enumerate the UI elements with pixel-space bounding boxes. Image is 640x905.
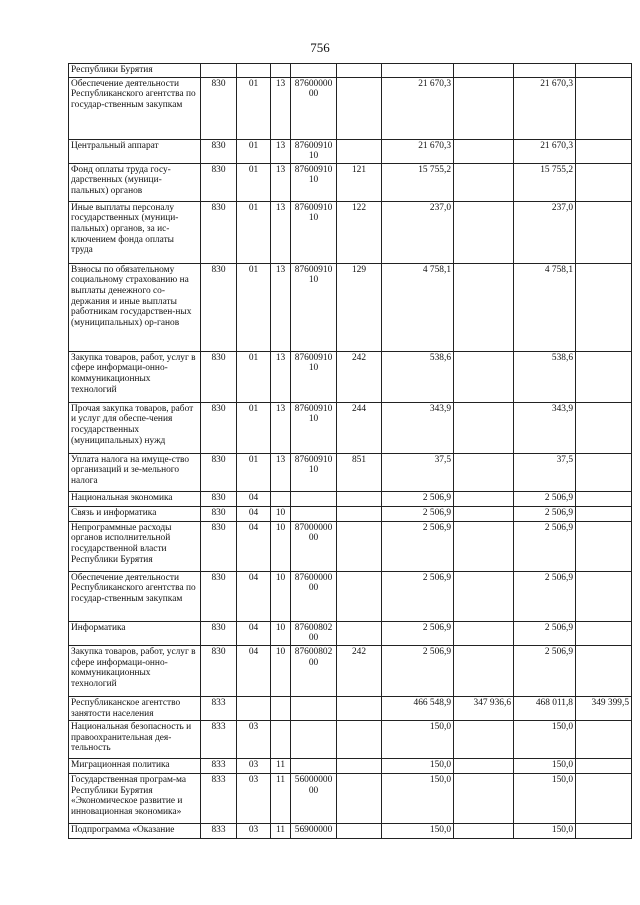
sum-year-1-subventions-cell [454, 721, 514, 759]
row-name-cell: Республиканское агентство занятости населения [69, 696, 201, 720]
subsection-code-cell: 13 [271, 402, 291, 453]
section-code-cell: 03 [237, 824, 271, 839]
subsection-code-cell: 13 [271, 263, 291, 351]
ved-code-cell: 833 [201, 774, 237, 824]
sum-year-1-cell: 150,0 [382, 774, 454, 824]
sum-year-2-subventions-cell [576, 351, 632, 402]
sum-year-2-cell: 2 506,9 [514, 506, 576, 521]
row-name-cell: Уплата налога на имуще-ство организаций и зе-мельного налога [69, 453, 201, 491]
section-code-cell: 04 [237, 645, 271, 696]
target-article-cell: 87600910 10 [291, 453, 337, 491]
section-code-cell: 01 [237, 351, 271, 402]
section-code-cell: 01 [237, 201, 271, 263]
section-code-cell: 04 [237, 521, 271, 571]
table-row [69, 774, 632, 824]
subsection-code-cell: 13 [271, 201, 291, 263]
sum-year-1-cell: 15 755,2 [382, 163, 454, 201]
table-row [69, 721, 632, 759]
target-article-cell: 87000000 00 [291, 521, 337, 571]
section-code-cell: 04 [237, 506, 271, 521]
ved-code-cell: 830 [201, 139, 237, 163]
target-article-cell: 87600910 10 [291, 163, 337, 201]
ved-code-cell: 830 [201, 621, 237, 645]
sum-year-1-subventions-cell [454, 521, 514, 571]
expense-type-cell [337, 77, 382, 139]
table-row [69, 506, 632, 521]
expense-type-cell [337, 521, 382, 571]
subsection-code-cell: 13 [271, 77, 291, 139]
sum-year-1-cell: 2 506,9 [382, 645, 454, 696]
expense-type-cell [337, 759, 382, 774]
sum-year-1-subventions-cell [454, 453, 514, 491]
expense-type-cell: 851 [337, 453, 382, 491]
sum-year-2-cell: 21 670,3 [514, 139, 576, 163]
sum-year-2-subventions-cell [576, 77, 632, 139]
row-name-cell: Подпрограмма «Оказание [69, 824, 201, 839]
table-row [69, 491, 632, 506]
row-name-cell: Закупка товаров, работ, услуг в сфере информаци-онно-коммуникационных технологий [69, 645, 201, 696]
row-name-cell: Взносы по обязательному социальному страхованию на выплаты денежного со-держания и иные выплаты работникам государствен-ных (муниципальных) ор-ганов [69, 263, 201, 351]
sum-year-1-cell: 237,0 [382, 201, 454, 263]
sum-year-1-subventions-cell [454, 774, 514, 824]
table-row [69, 621, 632, 645]
section-code-cell: 01 [237, 402, 271, 453]
page-number: 756 [310, 40, 330, 55]
row-name-cell: Обеспечение деятельности Республиканского агентства по государ-ственным закупкам [69, 571, 201, 621]
sum-year-1-subventions-cell [454, 64, 514, 78]
ved-code-cell: 830 [201, 453, 237, 491]
subsection-code-cell: 13 [271, 453, 291, 491]
sum-year-1-cell: 343,9 [382, 402, 454, 453]
ved-code-cell: 830 [201, 263, 237, 351]
sum-year-2-subventions-cell [576, 453, 632, 491]
section-code-cell: 01 [237, 263, 271, 351]
expense-type-cell: 121 [337, 163, 382, 201]
ved-code-cell: 833 [201, 824, 237, 839]
expense-type-cell: 122 [337, 201, 382, 263]
sum-year-2-cell: 237,0 [514, 201, 576, 263]
expense-type-cell [337, 506, 382, 521]
sum-year-1-subventions-cell [454, 402, 514, 453]
sum-year-2-subventions-cell [576, 721, 632, 759]
target-article-cell [291, 64, 337, 78]
sum-year-2-cell: 150,0 [514, 774, 576, 824]
sum-year-2-subventions-cell [576, 506, 632, 521]
subsection-code-cell: 10 [271, 621, 291, 645]
ved-code-cell: 830 [201, 491, 237, 506]
sum-year-2-subventions-cell: 349 399,5 [576, 696, 632, 720]
ved-code-cell: 830 [201, 201, 237, 263]
sum-year-1-subventions-cell: 347 936,6 [454, 696, 514, 720]
target-article-cell: 87600910 10 [291, 263, 337, 351]
sum-year-2-subventions-cell [576, 491, 632, 506]
target-article-cell: 87600910 10 [291, 351, 337, 402]
ved-code-cell: 830 [201, 402, 237, 453]
table-row [69, 696, 632, 720]
sum-year-2-subventions-cell [576, 759, 632, 774]
section-code-cell [237, 64, 271, 78]
ved-code-cell: 833 [201, 759, 237, 774]
expense-type-cell [337, 774, 382, 824]
row-name-cell: Иные выплаты персоналу государственных (муници-пальных) органов, за ис-ключением фонда оплаты труда [69, 201, 201, 263]
subsection-code-cell [271, 696, 291, 720]
sum-year-1-subventions-cell [454, 645, 514, 696]
row-name-cell: Непрограммные расходы органов исполнительной государственной власти Республики Бурятия [69, 521, 201, 571]
sum-year-2-subventions-cell [576, 64, 632, 78]
sum-year-2-cell: 2 506,9 [514, 571, 576, 621]
subsection-code-cell: 11 [271, 824, 291, 839]
sum-year-2-cell: 2 506,9 [514, 491, 576, 506]
sum-year-1-subventions-cell [454, 77, 514, 139]
sum-year-2-cell: 150,0 [514, 721, 576, 759]
sum-year-2-subventions-cell [576, 645, 632, 696]
section-code-cell [237, 696, 271, 720]
sum-year-1-subventions-cell [454, 201, 514, 263]
sum-year-2-cell: 2 506,9 [514, 521, 576, 571]
expense-type-cell [337, 621, 382, 645]
table-row [69, 521, 632, 571]
table-row [69, 201, 632, 263]
expense-type-cell [337, 491, 382, 506]
row-name-cell: Прочая закупка товаров, работ и услуг для обеспе-чения государственных (муниципальных) нужд [69, 402, 201, 453]
sum-year-1-cell: 21 670,3 [382, 139, 454, 163]
sum-year-2-cell: 468 011,8 [514, 696, 576, 720]
ved-code-cell [201, 64, 237, 78]
table-row [69, 351, 632, 402]
sum-year-2-cell [514, 64, 576, 78]
subsection-code-cell: 10 [271, 506, 291, 521]
row-name-cell: Центральный аппарат [69, 139, 201, 163]
row-name-cell: Национальная экономика [69, 491, 201, 506]
target-article-cell: 87600910 10 [291, 139, 337, 163]
target-article-cell [291, 696, 337, 720]
sum-year-1-cell [382, 64, 454, 78]
sum-year-2-cell: 343,9 [514, 402, 576, 453]
table-row [69, 759, 632, 774]
sum-year-1-subventions-cell [454, 263, 514, 351]
sum-year-2-subventions-cell [576, 402, 632, 453]
row-name-cell: Национальная безопасность и правоохранительная дея-тельность [69, 721, 201, 759]
ved-code-cell: 830 [201, 506, 237, 521]
sum-year-2-cell: 4 758,1 [514, 263, 576, 351]
section-code-cell: 04 [237, 621, 271, 645]
section-code-cell: 03 [237, 759, 271, 774]
sum-year-2-cell: 15 755,2 [514, 163, 576, 201]
sum-year-2-subventions-cell [576, 201, 632, 263]
target-article-cell [291, 491, 337, 506]
sum-year-2-cell: 37,5 [514, 453, 576, 491]
expense-type-cell: 242 [337, 645, 382, 696]
target-article-cell: 56000000 00 [291, 774, 337, 824]
sum-year-2-cell: 2 506,9 [514, 621, 576, 645]
subsection-code-cell: 13 [271, 351, 291, 402]
subsection-code-cell: 10 [271, 521, 291, 571]
table-row [69, 824, 632, 839]
sum-year-2-cell: 150,0 [514, 824, 576, 839]
expense-type-cell: 129 [337, 263, 382, 351]
row-name-cell: Связь и информатика [69, 506, 201, 521]
expense-type-cell: 242 [337, 351, 382, 402]
sum-year-2-subventions-cell [576, 621, 632, 645]
section-code-cell: 01 [237, 163, 271, 201]
sum-year-2-subventions-cell [576, 774, 632, 824]
table-row [69, 571, 632, 621]
sum-year-2-cell: 2 506,9 [514, 645, 576, 696]
expense-type-cell [337, 571, 382, 621]
subsection-code-cell [271, 721, 291, 759]
budget-table [68, 63, 632, 839]
subsection-code-cell [271, 64, 291, 78]
ved-code-cell: 830 [201, 77, 237, 139]
sum-year-1-cell: 37,5 [382, 453, 454, 491]
sum-year-1-cell: 466 548,9 [382, 696, 454, 720]
row-name-cell: Республики Бурятия [69, 64, 201, 78]
table-row [69, 64, 632, 78]
target-article-cell: 87600910 10 [291, 201, 337, 263]
subsection-code-cell: 10 [271, 645, 291, 696]
section-code-cell: 03 [237, 774, 271, 824]
table-row [69, 263, 632, 351]
subsection-code-cell: 13 [271, 163, 291, 201]
subsection-code-cell: 11 [271, 774, 291, 824]
ved-code-cell: 830 [201, 351, 237, 402]
sum-year-2-subventions-cell [576, 571, 632, 621]
sum-year-2-cell: 150,0 [514, 759, 576, 774]
row-name-cell: Миграционная политика [69, 759, 201, 774]
sum-year-1-cell: 150,0 [382, 824, 454, 839]
sum-year-2-subventions-cell [576, 139, 632, 163]
subsection-code-cell [271, 491, 291, 506]
section-code-cell: 04 [237, 491, 271, 506]
section-code-cell: 03 [237, 721, 271, 759]
sum-year-1-cell: 4 758,1 [382, 263, 454, 351]
row-name-cell: Фонд оплаты труда госу-дарственных (муници-пальных) органов [69, 163, 201, 201]
target-article-cell: 56900000 [291, 824, 337, 839]
subsection-code-cell: 13 [271, 139, 291, 163]
ved-code-cell: 830 [201, 571, 237, 621]
subsection-code-cell: 11 [271, 759, 291, 774]
expense-type-cell [337, 139, 382, 163]
ved-code-cell: 833 [201, 696, 237, 720]
sum-year-1-cell: 2 506,9 [382, 621, 454, 645]
ved-code-cell: 830 [201, 163, 237, 201]
target-article-cell: 87600910 10 [291, 402, 337, 453]
sum-year-1-subventions-cell [454, 139, 514, 163]
target-article-cell [291, 759, 337, 774]
sum-year-1-subventions-cell [454, 621, 514, 645]
section-code-cell: 01 [237, 453, 271, 491]
target-article-cell: 87600000 00 [291, 77, 337, 139]
expense-type-cell [337, 64, 382, 78]
target-article-cell [291, 721, 337, 759]
sum-year-2-subventions-cell [576, 521, 632, 571]
expense-type-cell [337, 824, 382, 839]
row-name-cell: Обеспечение деятельности Республиканского агентства по государ-ственным закупкам [69, 77, 201, 139]
table-row [69, 77, 632, 139]
sum-year-2-subventions-cell [576, 824, 632, 839]
table-row [69, 402, 632, 453]
sum-year-1-cell: 2 506,9 [382, 491, 454, 506]
target-article-cell [291, 506, 337, 521]
expense-type-cell [337, 721, 382, 759]
sum-year-1-subventions-cell [454, 163, 514, 201]
row-name-cell: Информатика [69, 621, 201, 645]
sum-year-1-subventions-cell [454, 571, 514, 621]
target-article-cell: 87600802 00 [291, 621, 337, 645]
table-row [69, 453, 632, 491]
row-name-cell: Государственная програм-ма Республики Бурятия «Экономическое развитие и инновационная экономика» [69, 774, 201, 824]
section-code-cell: 01 [237, 139, 271, 163]
section-code-cell: 01 [237, 77, 271, 139]
target-article-cell: 87600802 00 [291, 645, 337, 696]
ved-code-cell: 833 [201, 721, 237, 759]
table-row [69, 139, 632, 163]
ved-code-cell: 830 [201, 645, 237, 696]
sum-year-1-subventions-cell [454, 759, 514, 774]
table-row [69, 645, 632, 696]
subsection-code-cell: 10 [271, 571, 291, 621]
sum-year-1-cell: 2 506,9 [382, 521, 454, 571]
target-article-cell: 87600000 00 [291, 571, 337, 621]
section-code-cell: 04 [237, 571, 271, 621]
sum-year-1-cell: 2 506,9 [382, 506, 454, 521]
sum-year-2-subventions-cell [576, 163, 632, 201]
expense-type-cell [337, 696, 382, 720]
table-row [69, 163, 632, 201]
sum-year-1-cell: 538,6 [382, 351, 454, 402]
sum-year-2-cell: 538,6 [514, 351, 576, 402]
sum-year-1-subventions-cell [454, 351, 514, 402]
sum-year-1-cell: 21 670,3 [382, 77, 454, 139]
sum-year-2-cell: 21 670,3 [514, 77, 576, 139]
sum-year-1-subventions-cell [454, 506, 514, 521]
row-name-cell: Закупка товаров, работ, услуг в сфере информаци-онно-коммуникационных технологий [69, 351, 201, 402]
ved-code-cell: 830 [201, 521, 237, 571]
sum-year-1-cell: 2 506,9 [382, 571, 454, 621]
sum-year-2-subventions-cell [576, 263, 632, 351]
sum-year-1-cell: 150,0 [382, 721, 454, 759]
sum-year-1-subventions-cell [454, 824, 514, 839]
sum-year-1-subventions-cell [454, 491, 514, 506]
expense-type-cell: 244 [337, 402, 382, 453]
sum-year-1-cell: 150,0 [382, 759, 454, 774]
